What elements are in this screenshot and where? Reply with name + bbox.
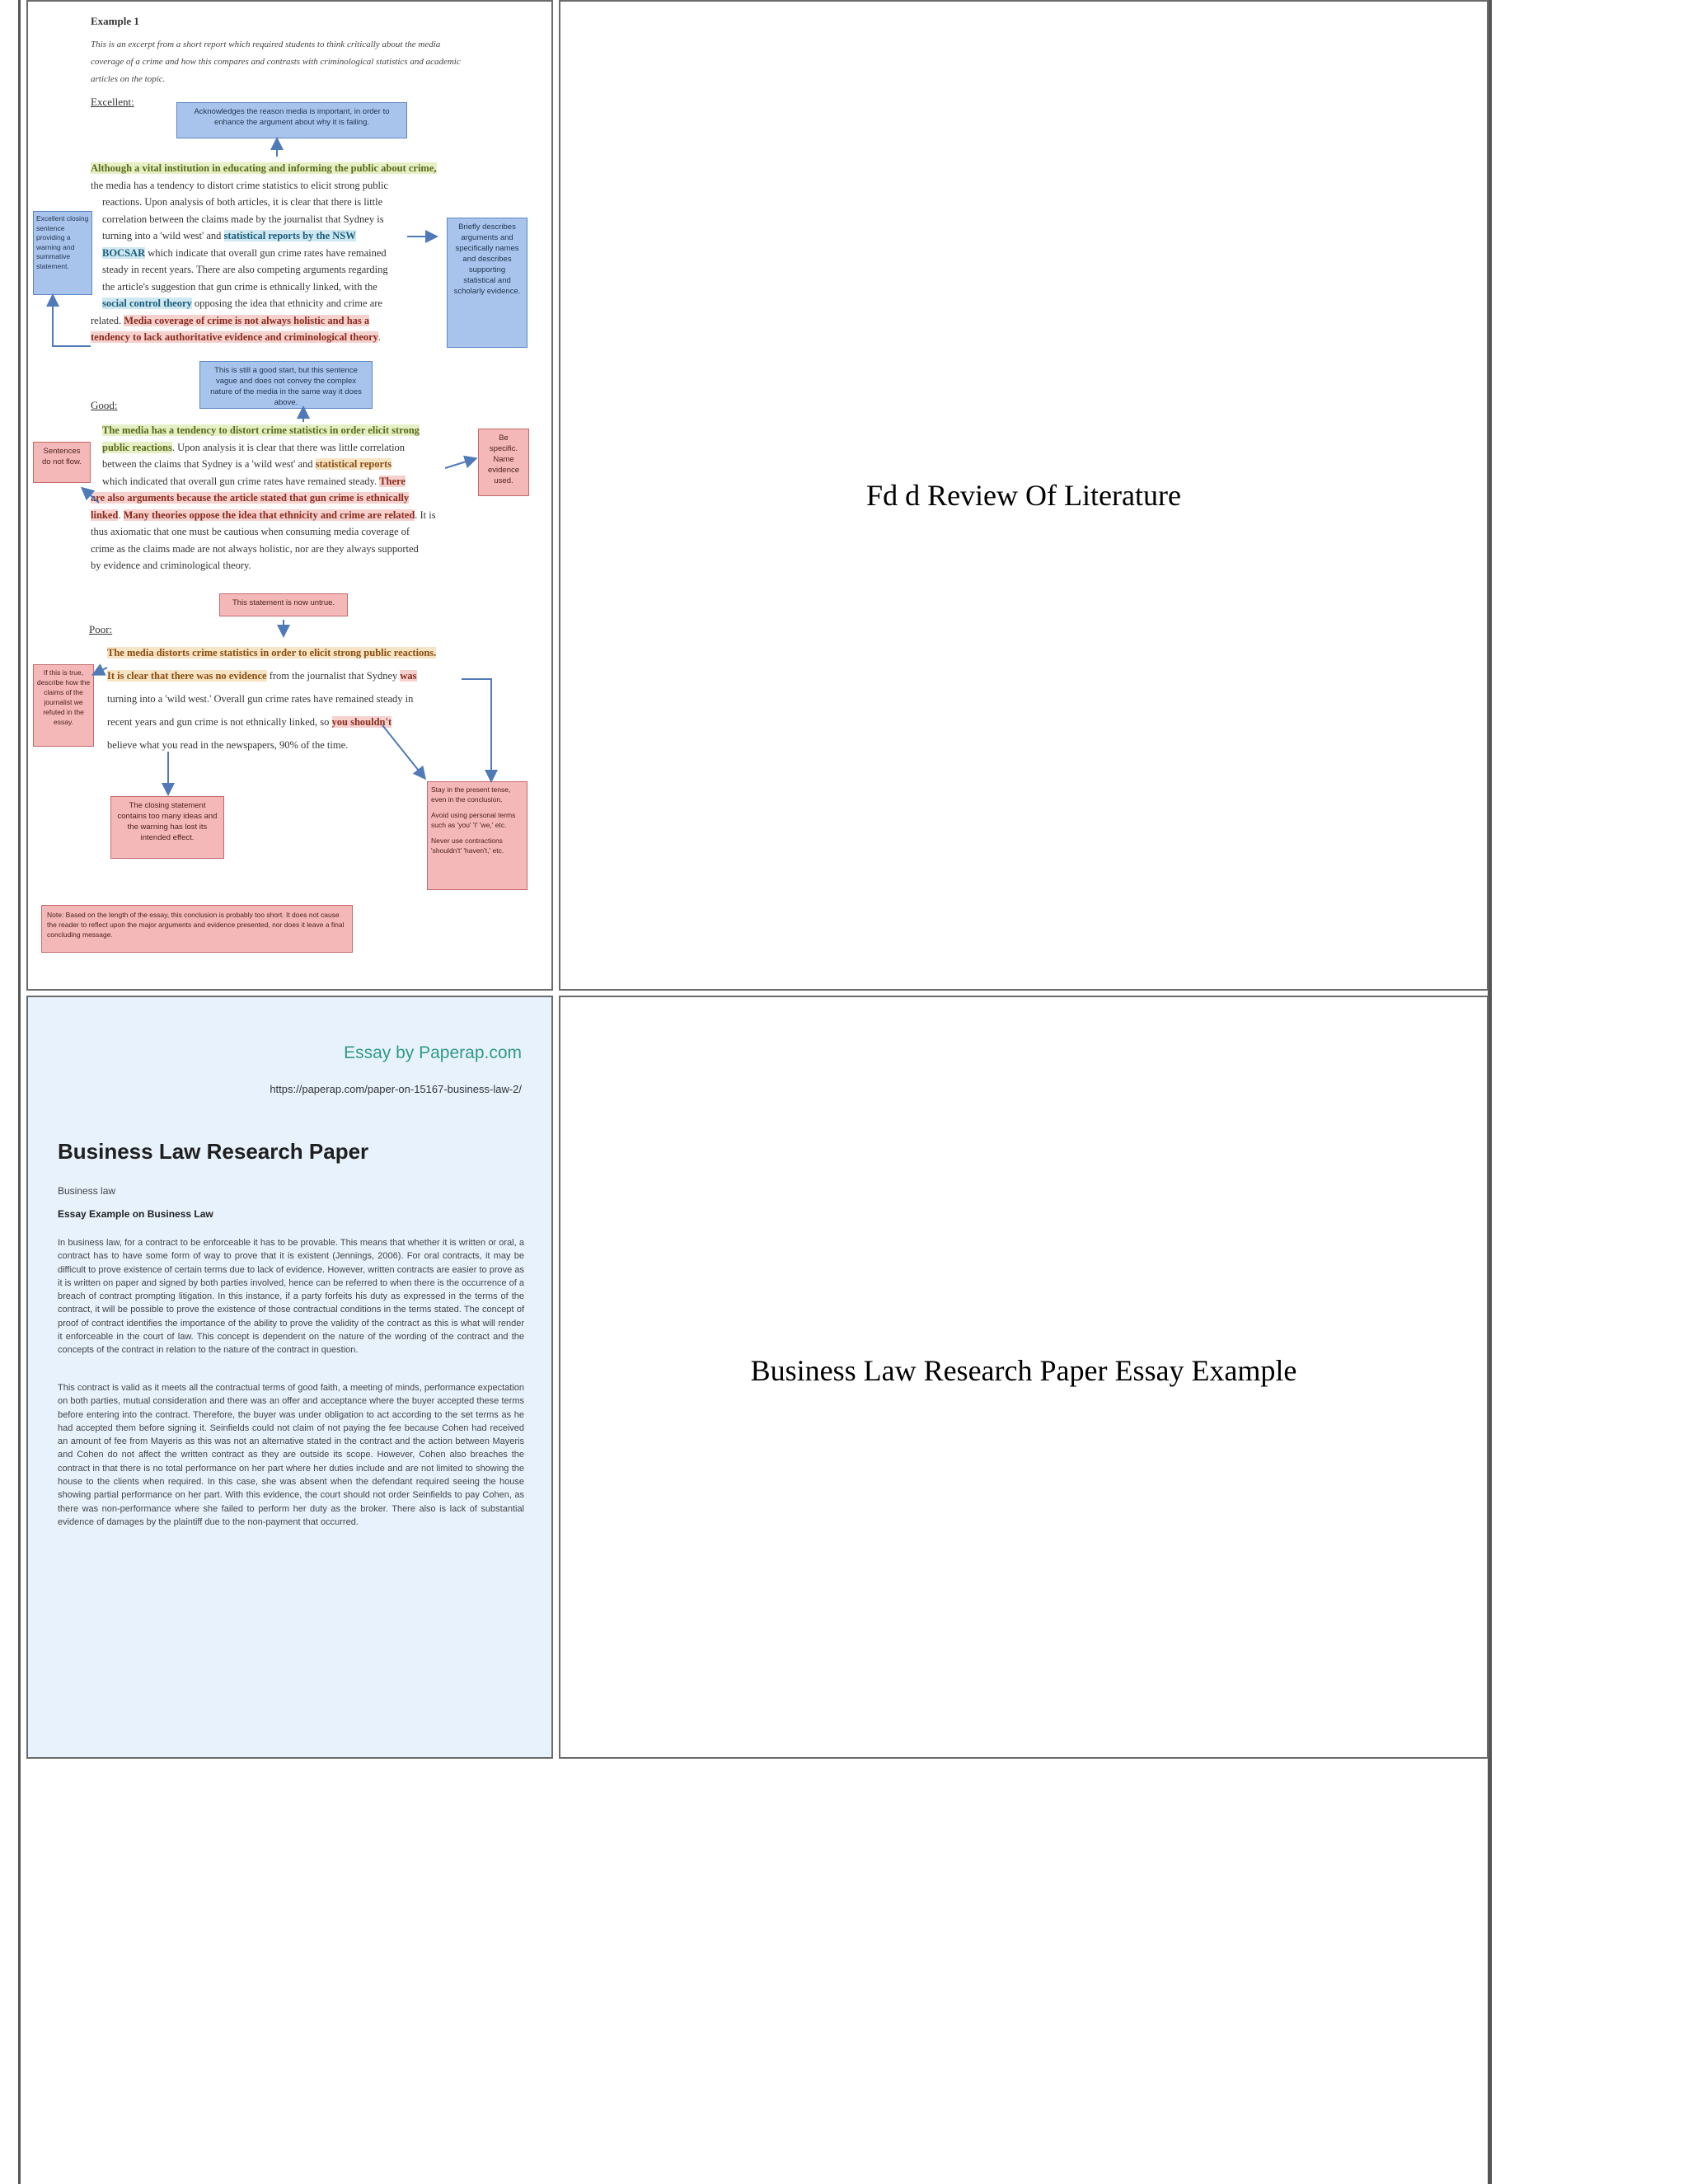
- arrow-poor-right-2: [462, 679, 491, 776]
- arrow-poor-right-1: [382, 725, 422, 775]
- good-top-note: This is still a good start, but this sentence vague and does not convey the complex nature of the media in the same way it does above.: [199, 361, 373, 409]
- arrow-excellent-left: [53, 300, 91, 346]
- good-right-note: Be specific. Name evidence used.: [478, 429, 529, 496]
- arrow-good-left: [86, 491, 99, 503]
- paper-paragraph-1: In business law, for a contract to be enforceable it has to be provable. This means that whether it is written or oral, a contract has to have some form of way to prove that it is existent (Jennings, 2006). For oral contracts, it may be difficult to prove existence of certain terms due to lack of evidence. However, written contracts are easier to prove as it is written on paper and signed by both parties involved, hence can be referred to when there is the occurrence of a breach of contract prompting litigation. In this instance, if a party forfeits his duty as expressed in the terms of the contract, it will be possible to prove the existence of those contractual conditions in the terms stated. The concept of proof of contract identifies the importance of the ability to prove the validity of the contract as this is what will render it enforceable in the court of law. This concept is dependent on the nature of the wording of the contract and the concepts of the contract in relation to the nature of the contract in question.: [58, 1238, 524, 1356]
- poor-label: Poor:: [89, 623, 113, 635]
- poor-bottom-note: The closing statement contains too many ideas and the warning has lost its intended effect.: [110, 796, 224, 859]
- excellent-left-note: Excellent closing sentence providing a warning and summative statement.: [33, 211, 92, 295]
- thumbnail-review-of-literature[interactable]: [559, 0, 1489, 991]
- good-label: Good:: [91, 399, 118, 411]
- good-paragraph: The media has a tendency to distort crime statistics in order elicit strong public reactions. Upon analysis it is clear that there was little correlation between the claims that Sydney is a 'wild west' and statistical reports which indicated that overall gun crime rates have remained steady. There are also arguments because the article stated that gun crime is ethnically linked. Many theories oppose the idea that ethnicity and crime are related. It is thus axiomatic that one must be cautious when consuming media coverage of crime as the claims made are not always holistic, nor are they always supported by evidence and criminological theory.: [91, 424, 436, 571]
- excellent-paragraph: Although a vital institution in educating and informing the public about crime, the media has a tendency to distort crime statistics to elicit strong public reactions. Upon analysis of both articles, it is clear that there is little correlation between the claims made by the journalist that Sydney is turning into a 'wild west' and statistical reports by the NSW BOCSAR which indicate that overall gun crime rates have remained steady in recent years. There are also competing arguments regarding the article's suggestion that gun crime is ethnically linked, with the social control theory opposing the idea that ethnicity and crime are related. Media coverage of crime is not always holistic and has a tendency to lack authoritative evidence and criminological theory.: [91, 162, 437, 343]
- caption-review-of-literature: Fd d Review Of Literature: [866, 479, 1181, 512]
- paper-paragraph-2: This contract is valid as it meets all the contractual terms of good faith, a meeting of minds, performance expectation on both parties, mutual consideration and there was an offer and acceptance where the buyer accepted these terms before entering into the contract. Therefore, the buyer was under obligation to act according to the set terms as he had accepted them before signing it. Seinfields could not claim of not paying the fee because Cohen had received an amount of fee from Mayeris as this was not an alternative stated in the contract and the action between Mayeris and Cohen do not affect the written contract as they are outside its scope. However, Cohen also breaches the contract in that there is no total performance on her part where her duties include and are not limited to showing the house to the clients when required. In this case, she was absent when the defendant required seeing the house showing partial performance on her part. With this evidence, the court should not order Seinfields to pay Cohen, as there was non-performance where she failed to perform her duty as the broker. There also is lack of substantial evidence of damages by the plaintiff due to the non-payment that occurred.: [58, 1383, 524, 1527]
- paperap-brand: Essay by Paperap.com: [344, 1043, 522, 1062]
- annotation-arrows: [28, 2, 553, 991]
- good-left-note: Sentences do not flow.: [33, 442, 91, 483]
- paperap-document: [28, 997, 551, 1757]
- poor-right-note: Stay in the present tense, even in the conclusion. Avoid using personal terms such as 'you' 'I' 'we,' etc. Never use contractions 'shouldn't' 'haven't,' etc.: [427, 781, 528, 890]
- paper-title: Business Law Research Paper: [58, 1139, 369, 1164]
- poor-top-note: This statement is now untrue.: [219, 593, 348, 616]
- excellent-top-note: Acknowledges the reason media is important, in order to enhance the argument about why it is failing.: [176, 102, 407, 138]
- excellent-right-note: Briefly describes arguments and specifically names and describes supporting statistical and scholarly evidence.: [447, 218, 528, 348]
- arrow-good-right: [445, 460, 471, 468]
- feedback-document: [28, 2, 551, 989]
- intro-text: This is an excerpt from a short report which required students to think critically about the media coverage of a crime and how this compares and contrasts with criminological statistics and academic articles on the topic.: [91, 40, 461, 84]
- arrow-poor-left: [97, 668, 107, 673]
- example-label: Example 1: [91, 15, 139, 27]
- page-border-left: [18, 0, 21, 2184]
- paper-category: Business law: [58, 1185, 116, 1197]
- thumbnail-essay-feedback[interactable]: [26, 0, 553, 991]
- conclusion-note: Note: Based on the length of the essay, this conclusion is probably too short. It does not cause the reader to reflect upon the major arguments and evidence presented, nor does it leave a final concluding message.: [41, 905, 353, 953]
- thumbnail-business-law-paper[interactable]: [26, 996, 553, 1759]
- poor-left-note: If this is true, describe how the claims of the journalist we refuted in the essay.: [33, 664, 94, 747]
- paper-subtitle: Essay Example on Business Law: [58, 1208, 213, 1220]
- caption-business-law-essay: Business Law Research Paper Essay Example: [750, 1354, 1297, 1387]
- thumbnail-business-law-essay[interactable]: [559, 996, 1489, 1759]
- excellent-label: Excellent:: [91, 96, 134, 108]
- poor-paragraph: The media distorts crime statistics in order to elicit strong public reactions. It is clear that there was no evidence from the journalist that Sydney was turning into a 'wild west.' Overall gun crime rates have remained steady in recent years and gun crime is not ethnically linked, so you shouldn't believe what you read in the newspapers, 90% of the time.: [107, 647, 437, 751]
- paper-url: https://paperap.com/paper-on-15167-business-law-2/: [270, 1083, 522, 1095]
